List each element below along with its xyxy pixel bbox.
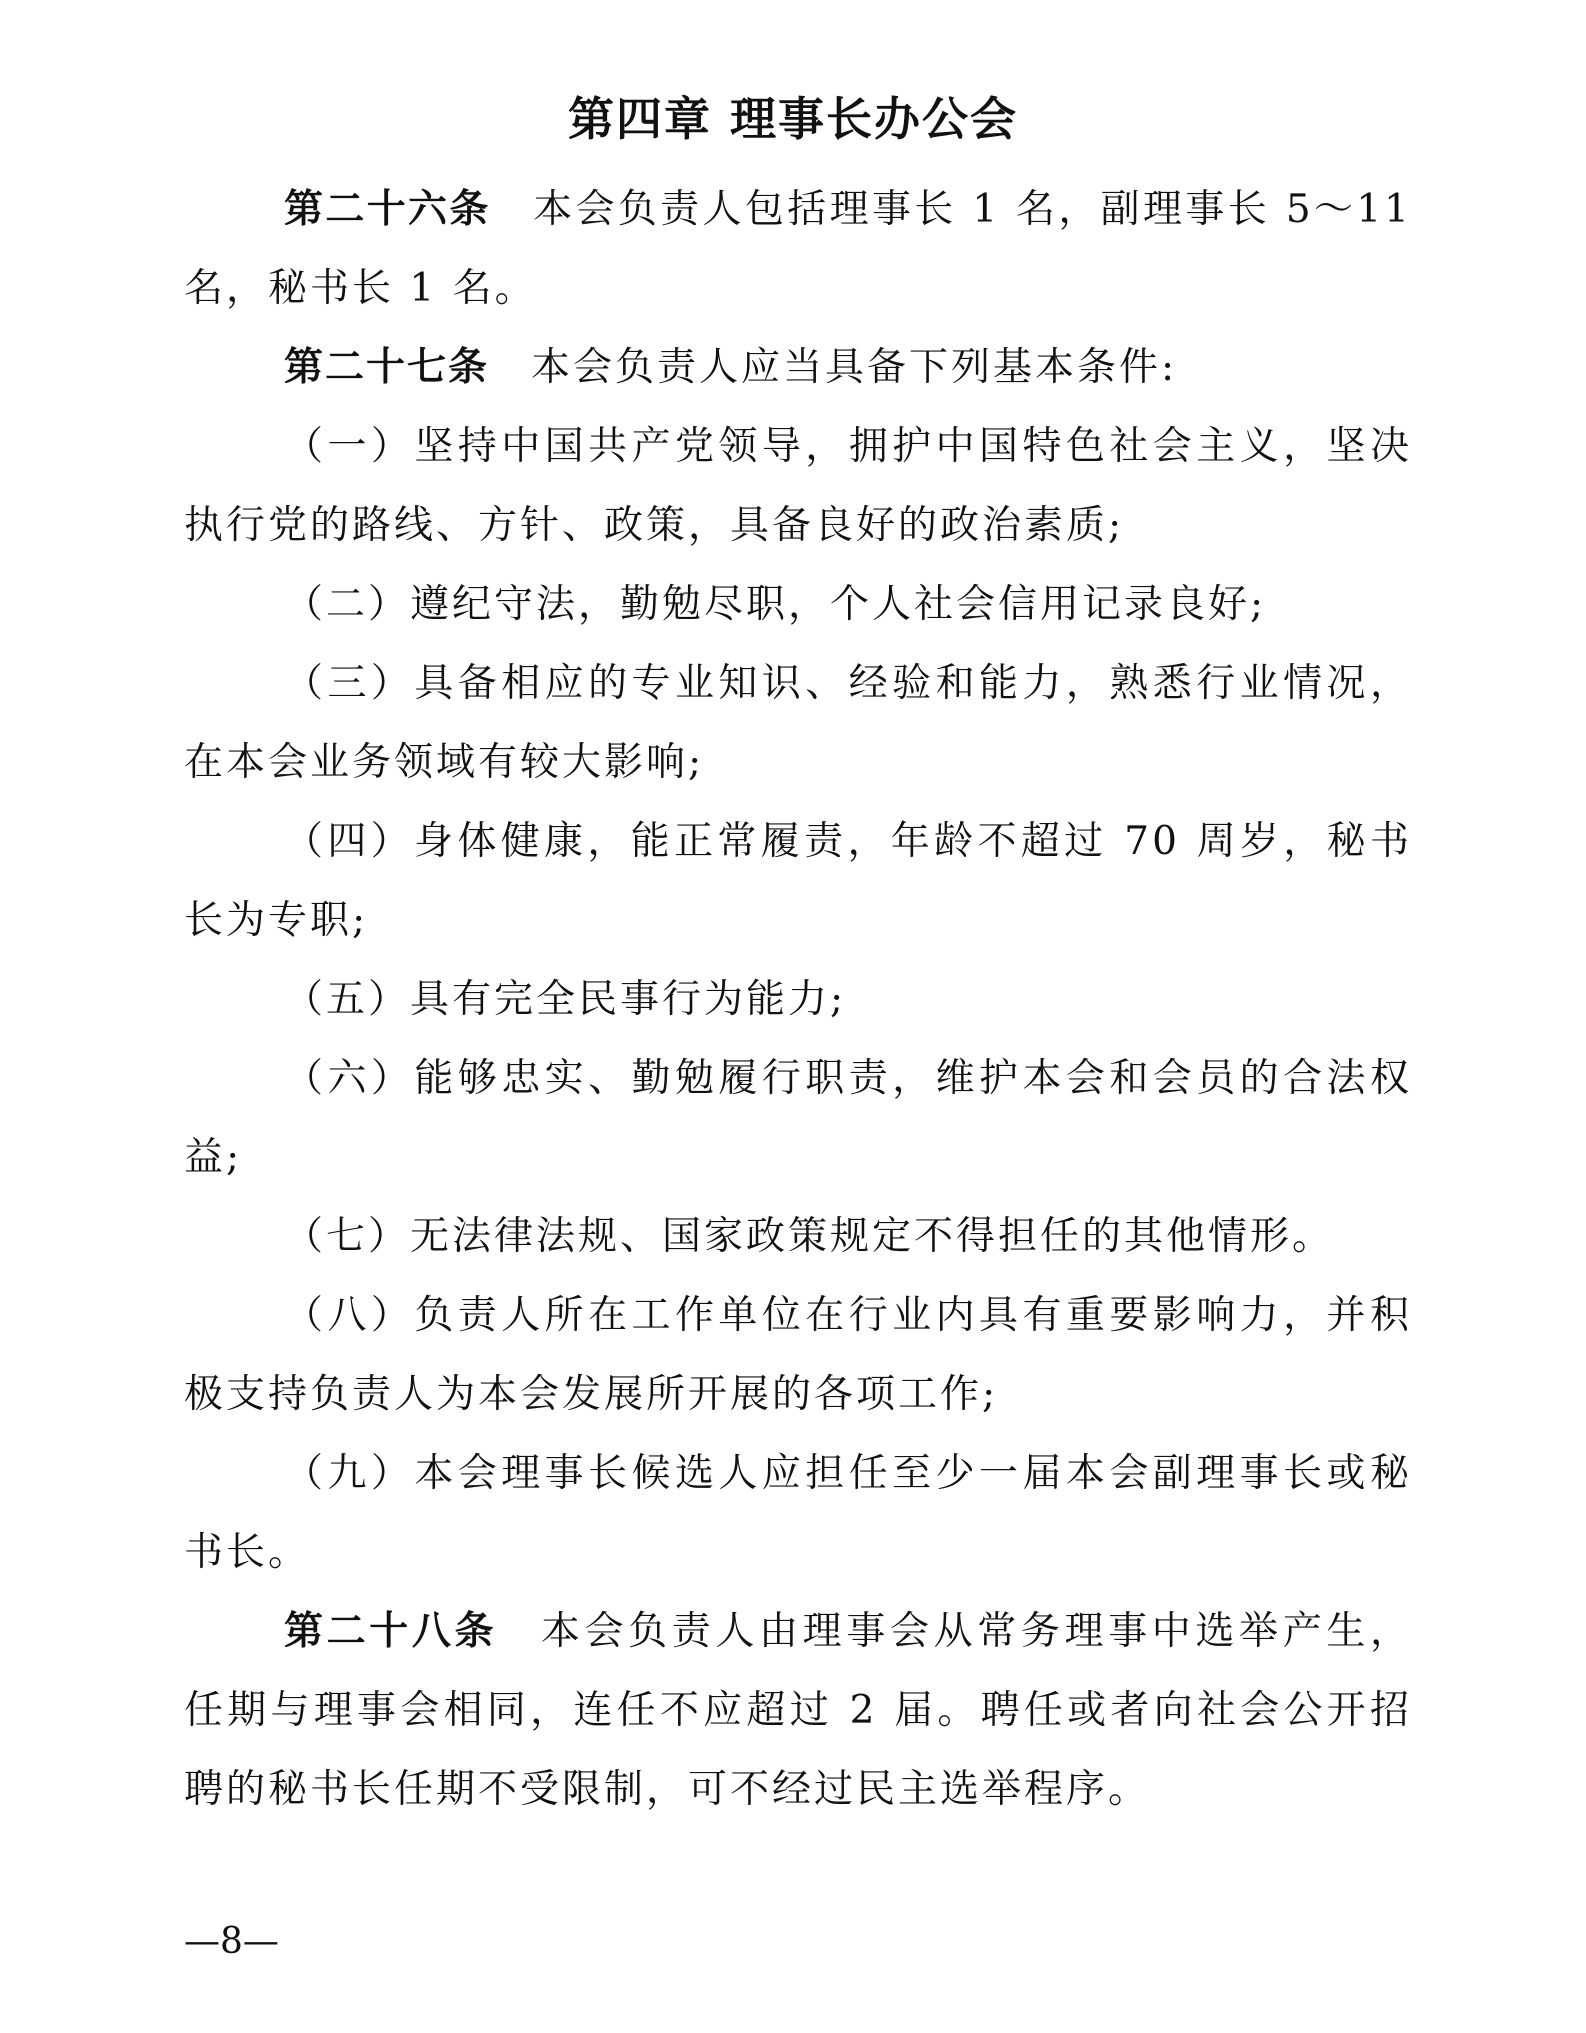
article-27-heading: 第二十七条 (284, 345, 490, 390)
list-item: （九）本会理事长候选人应担任至少一届本会副理事长或秘书长。 (184, 1451, 1412, 1575)
list-item: （一）坚持中国共产党领导，拥护中国特色社会主义，坚决执行党的路线、方针、政策，具备良好的政治素质; (184, 424, 1412, 548)
article-27-text: 本会负责人应当具备下列基本条件: (531, 345, 1178, 390)
document-body (184, 170, 1412, 1829)
article-26-text: 本会负责人包括理事长 1 名，副理事长 5～11 名，秘书长 1 名。 (184, 187, 1412, 311)
list-item: （七）无法律法规、国家政策规定不得担任的其他情形。 (284, 1214, 1335, 1259)
article-26-heading: 第二十六条 (284, 187, 491, 232)
list-item: （四）身体健康，能正常履责，年龄不超过 70 周岁，秘书长为专职; (184, 819, 1412, 943)
list-item: （三）具备相应的专业知识、经验和能力，熟悉行业情况，在本会业务领域有较大影响; (184, 661, 1412, 785)
article-28-heading: 第二十八条 (284, 1609, 498, 1654)
page-number: —8— (184, 1921, 279, 1962)
article-28 (184, 1592, 1412, 1829)
article-26 (184, 170, 1412, 328)
article-27 (184, 328, 1412, 407)
chapter-title: 第四章 理事长办公会 (567, 92, 1018, 146)
article-28-text: 本会负责人由理事会从常务理事中选举产生，任期与理事会相同，连任不应超过 2 届。聘任或者向社会公开招聘的秘书长任期不受限制，可不经过民主选举程序。 (184, 1609, 1412, 1812)
list-item: （六）能够忠实、勤勉履行职责，维护本会和会员的合法权益; (184, 1056, 1412, 1180)
list-item: （五）具有完全民事行为能力; (284, 977, 847, 1022)
list-item: （八）负责人所在工作单位在行业内具有重要影响力，并积极支持负责人为本会发展所开展的各项工作; (184, 1293, 1412, 1417)
list-item: （二）遵纪守法，勤勉尽职，个人社会信用记录良好; (284, 582, 1267, 627)
